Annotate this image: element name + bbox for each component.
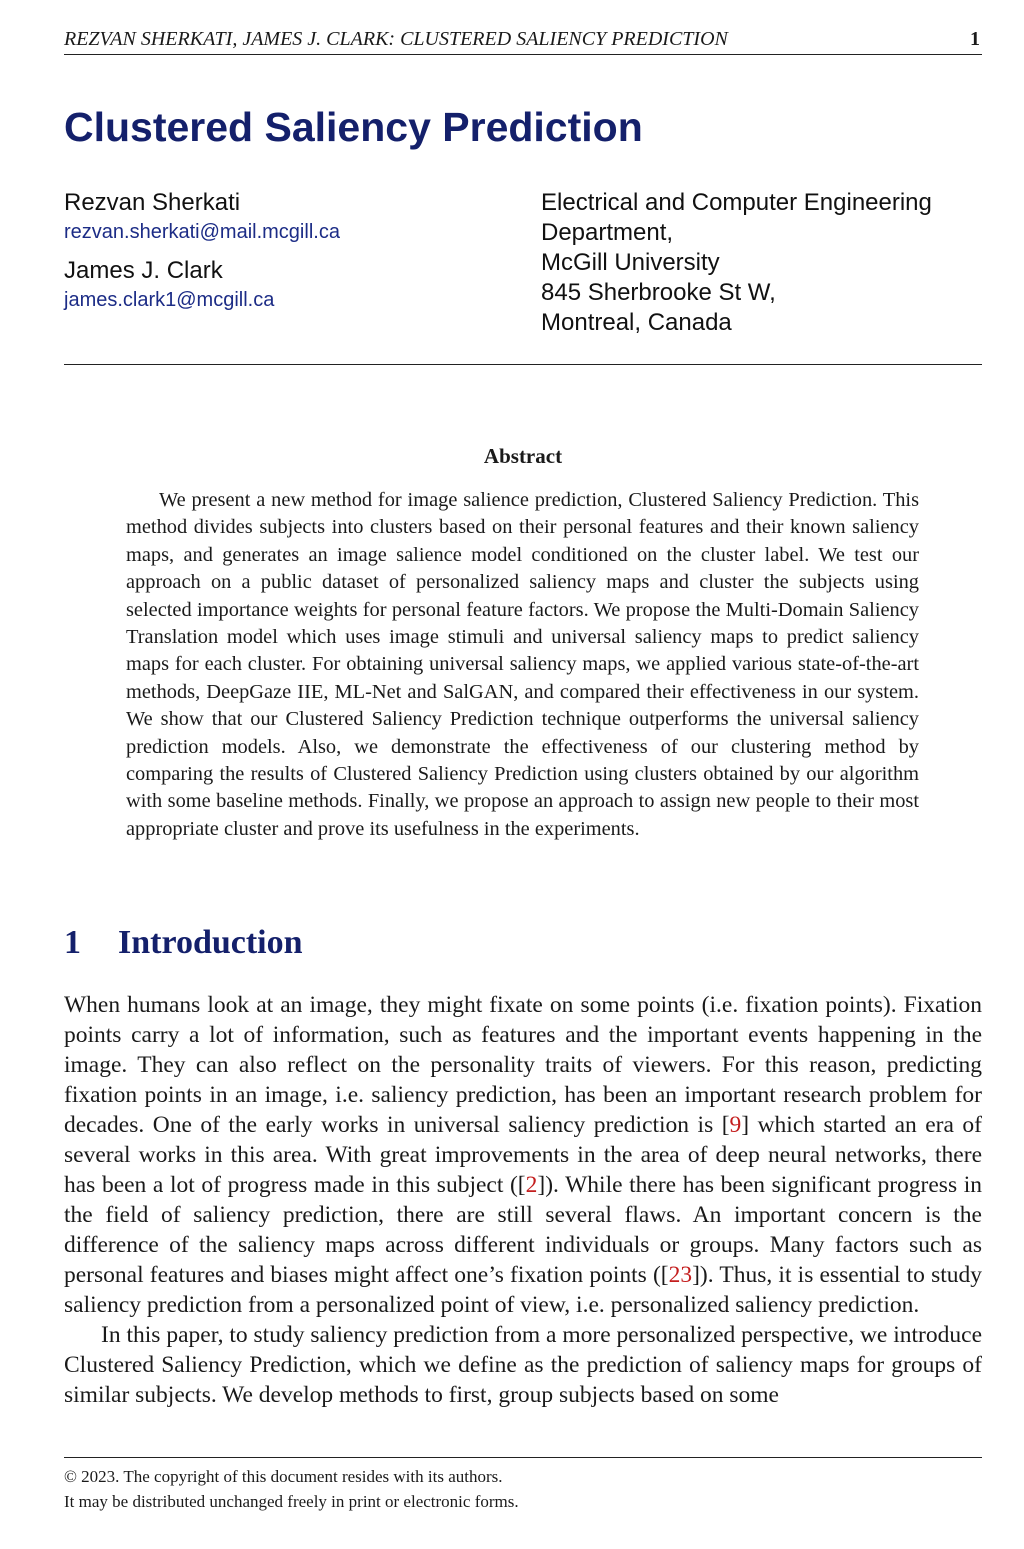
affiliation-line: Montreal, Canada xyxy=(541,309,732,336)
citation-link[interactable]: 23 xyxy=(668,1262,693,1288)
section-heading xyxy=(64,920,303,966)
paragraph xyxy=(64,990,982,1320)
paper-title: Clustered Saliency Prediction xyxy=(64,104,643,150)
affiliation-line: Electrical and Computer Engineering xyxy=(541,189,932,216)
section-title: Introduction xyxy=(118,924,303,961)
text-run: ] which started an era of several works in this area. With great improvements in the area of deep neural networks, there has been a lot of progress made in this subject ([ xyxy=(64,1112,982,1198)
author-name: Rezvan Sherkati xyxy=(64,189,241,216)
affiliation-line: Department, xyxy=(541,219,674,246)
citation-link[interactable]: 2 xyxy=(525,1172,538,1198)
author-list xyxy=(64,188,504,324)
affiliation xyxy=(541,188,981,338)
page-number: 1 xyxy=(970,28,980,50)
running-head xyxy=(64,28,982,55)
affiliation-line: McGill University xyxy=(541,249,720,276)
abstract-text: We present a new method for image salience prediction, Clustered Saliency Prediction. This method divides subjects into clusters based on their personal features and their known saliency maps, and generates an image salience model conditioned on the cluster label. We test our approach on a public dataset of personalized saliency maps and cluster the subjects using selected importance weights for personal feature factors. We propose the Multi-Domain Saliency Translation model which uses image stimuli and universal saliency maps to predict saliency maps for each cluster. For obtaining universal saliency maps, we applied various state-of-the-art methods, DeepGaze IIE, ML-Net and SalGAN, and compared their effectiveness in our system. We show that our Clustered Saliency Prediction technique outperforms the universal saliency prediction models. Also, we demonstrate the effectiveness of our clustering method by comparing the results of Clustered Saliency Prediction using clusters obtained by our algorithm with some baseline methods. Finally, we propose an approach to assign new people to their most appropriate cluster and prove its usefulness in the experiments. xyxy=(126,489,919,840)
title-divider xyxy=(64,364,982,365)
citation-link[interactable]: 9 xyxy=(729,1112,742,1138)
author-email-link[interactable]: rezvan.sherkati@mail.mcgill.ca xyxy=(64,221,340,243)
text-run: ]). Thus, it is essential to study saliency prediction from a personalized point of view, i.e. personalized saliency prediction. xyxy=(64,1262,982,1318)
author-email-link[interactable]: james.clark1@mcgill.ca xyxy=(64,289,275,311)
text-run: When humans look at an image, they might fixate on some points (i.e. fixation points). Fixation points carry a lot of information, such as features and the important events happening in the image. They can also reflect on the personality traits of viewers. For this reason, predicting fixation points in an image, i.e. saliency prediction, has been an important research problem for decades. One of the early works in universal saliency prediction is [ xyxy=(64,992,982,1138)
paragraph: In this paper, to study saliency prediction from a more personalized perspective, we introduce Clustered Saliency Prediction, which we define as the prediction of saliency maps for groups of similar subjects. We develop methods to first, group subjects based on some xyxy=(64,1322,982,1408)
introduction-body xyxy=(64,990,982,1410)
license-line: It may be distributed unchanged freely in print or electronic forms. xyxy=(64,1492,519,1511)
section-number: 1 xyxy=(64,924,81,961)
running-head-text: REZVAN SHERKATI, JAMES J. CLARK: CLUSTERED SALIENCY PREDICTION xyxy=(64,28,728,50)
text-run: ]). While there has been significant progress in the field of saliency prediction, there are still several flaws. An important concern is the difference of the saliency maps across different individuals or groups. Many factors such as personal features and biases might affect one’s fixation points ([ xyxy=(64,1172,982,1288)
copyright-line: © 2023. The copyright of this document resides with its authors. xyxy=(64,1467,503,1486)
affiliation-line: 845 Sherbrooke St W, xyxy=(541,279,776,306)
copyright-footer xyxy=(64,1464,982,1514)
footer-divider xyxy=(64,1457,982,1458)
author-name: James J. Clark xyxy=(64,257,223,284)
abstract-heading: Abstract xyxy=(483,444,563,468)
